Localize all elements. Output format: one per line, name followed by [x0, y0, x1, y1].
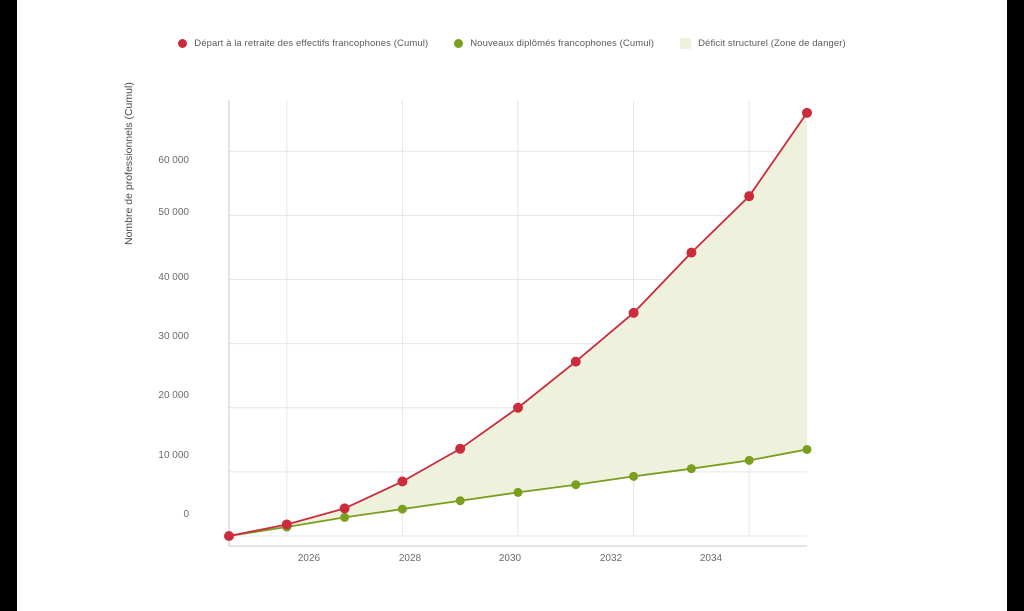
y-tick-label: 0 [183, 509, 189, 520]
data-point[interactable] [397, 477, 407, 487]
legend-label: Départ à la retraite des effectifs francophones (Cumul) [194, 38, 429, 49]
data-point[interactable] [571, 357, 581, 367]
x-tick-label: 2026 [297, 553, 321, 564]
data-point[interactable] [803, 445, 812, 454]
plot-area [17, 0, 1007, 611]
data-point[interactable] [398, 505, 407, 514]
data-point[interactable] [455, 444, 465, 454]
data-point[interactable] [745, 456, 754, 465]
data-point[interactable] [571, 480, 580, 489]
data-point[interactable] [456, 496, 465, 505]
y-tick-label: 30 000 [158, 331, 189, 342]
data-point[interactable] [686, 248, 696, 258]
legend-label: Déficit structurel (Zone de danger) [698, 38, 846, 49]
x-tick-label: 2028 [398, 553, 422, 564]
legend-label: Nouveaux diplômés francophones (Cumul) [470, 38, 655, 49]
data-point[interactable] [340, 503, 350, 513]
data-point[interactable] [514, 488, 523, 497]
data-point[interactable] [687, 464, 696, 473]
data-point[interactable] [224, 531, 234, 541]
data-point[interactable] [629, 308, 639, 318]
chart-card [17, 0, 1007, 611]
data-point[interactable] [744, 191, 754, 201]
y-tick-label: 50 000 [158, 207, 189, 218]
y-tick-label: 40 000 [158, 272, 189, 283]
y-tick-label: 60 000 [158, 155, 189, 166]
y-tick-label: 20 000 [158, 390, 189, 401]
data-point[interactable] [629, 472, 638, 481]
y-tick-label: 10 000 [158, 450, 189, 461]
data-point[interactable] [513, 403, 523, 413]
x-tick-label: 2032 [599, 553, 623, 564]
x-tick-label: 2030 [498, 553, 522, 564]
data-point[interactable] [802, 108, 812, 118]
data-point[interactable] [340, 513, 349, 522]
y-axis-title: Nombre de professionnels (Cumul) [123, 82, 135, 245]
data-point[interactable] [282, 519, 292, 529]
x-tick-label: 2034 [699, 553, 723, 564]
